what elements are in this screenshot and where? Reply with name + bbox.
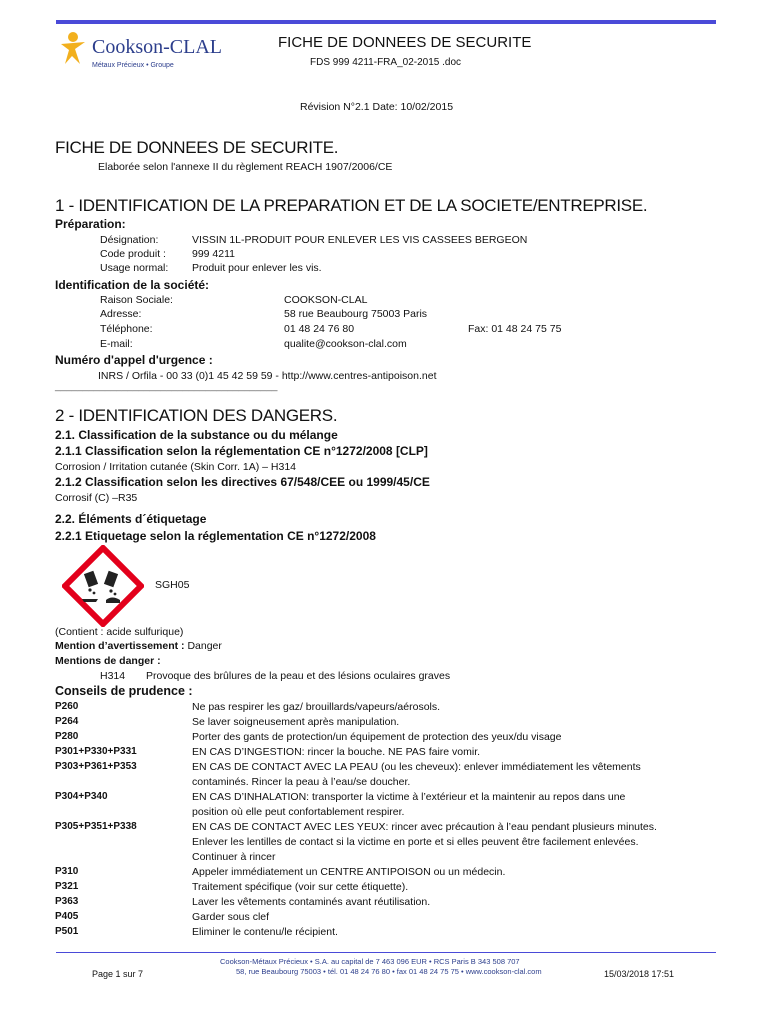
company-logo — [58, 30, 238, 74]
footer-rule — [56, 952, 716, 953]
p-code: P363 — [55, 896, 79, 907]
print-datetime: 15/03/2018 17:51 — [604, 969, 675, 979]
contient-text: (Contient : acide sulfurique) — [55, 626, 184, 638]
p-statement-text: Garder sous clef — [192, 911, 270, 923]
logo-name: Cookson-CLAL — [92, 36, 222, 58]
email-value[interactable]: qualite@cookson-clal.com — [284, 338, 407, 350]
adresse-value: 58 rue Beaubourg 75003 Paris — [284, 308, 428, 320]
logo-figure-icon — [58, 30, 88, 66]
heading-2-1-1: 2.1.1 Classification selon la réglementation CE n°1272/2008 [CLP] — [55, 444, 428, 458]
main-title: FICHE DE DONNEES DE SECURITE. — [55, 138, 339, 157]
p-code: P301+P330+P331 — [55, 746, 137, 757]
p-statement-text: Enlever les lentilles de contact si la victime en porte et si elles peuvent être facilement enlevées. — [192, 836, 639, 848]
p-code: P264 — [55, 716, 79, 727]
heading-2-2-1: 2.2.1 Etiquetage selon la réglementation CE n°1272/2008 — [55, 529, 376, 543]
preparation-heading: Préparation: — [55, 217, 126, 231]
ghs05-corrosion-icon — [62, 545, 144, 627]
raison-label: Raison Sociale: — [100, 294, 173, 306]
heading-2-1-2: 2.1.2 Classification selon les directives 67/548/CEE ou 1999/45/CE — [55, 475, 430, 489]
mention-value: Danger — [187, 640, 222, 652]
pictogram-label: SGH05 — [155, 579, 190, 591]
footer-company-line: Cookson-Métaux Précieux • S.A. au capital de 7 463 096 EUR • RCS Paris B 343 508 707 — [220, 957, 520, 966]
conseils-heading: Conseils de prudence : — [55, 684, 193, 698]
raison-value: COOKSON-CLAL — [284, 294, 368, 306]
usage-label: Usage normal: — [100, 262, 169, 274]
p-code: P305+P351+P338 — [55, 821, 137, 832]
p-code: P303+P361+P353 — [55, 761, 137, 772]
heading-2-2: 2.2. Éléments d´étiquetage — [55, 512, 207, 526]
heading-2-1: 2.1. Classification de la substance ou du mélange — [55, 428, 338, 442]
company-heading: Identification de la société: — [55, 278, 210, 292]
section1-title: 1 - IDENTIFICATION DE LA PREPARATION ET DE LA SOCIETE/ENTREPRISE. — [55, 196, 648, 215]
p-statement-text: Se laver soigneusement après manipulation. — [192, 716, 400, 728]
p-statement-text: EN CAS D’INGESTION: rincer la bouche. NE PAS faire vomir. — [192, 746, 481, 758]
p-statement-text: Ne pas respirer les gaz/ brouillards/vapeurs/aérosols. — [192, 701, 441, 713]
p-statement-text: Continuer à rincer — [192, 851, 276, 863]
email-label: E-mail: — [100, 338, 133, 350]
p-code: P260 — [55, 701, 79, 712]
designation-value: VISSIN 1L-PRODUIT POUR ENLEVER LES VIS CASSEES BERGEON — [192, 234, 528, 246]
footer-address-line: 58, rue Beaubourg 75003 • tél. 01 48 24 76 80 • fax 01 48 24 75 75 • www.cookson-clal.com — [236, 967, 542, 976]
p-statement-text: contaminés. Rincer la peau à l’eau/se doucher. — [192, 776, 411, 788]
code-value: 999 4211 — [192, 248, 236, 260]
logo-tagline: Métaux Précieux • Groupe — [92, 62, 174, 69]
p-code: P304+P340 — [55, 791, 108, 802]
mention-label: Mention d’avertissement : — [55, 640, 185, 652]
p-code: P501 — [55, 926, 79, 937]
p-statement-text: position où elle peut confortablement respirer. — [192, 806, 405, 818]
designation-label: Désignation: — [100, 234, 159, 246]
usage-value: Produit pour enlever les vis. — [192, 262, 322, 274]
document-title: FICHE DE DONNEES DE SECURITE — [278, 34, 532, 51]
telephone-label: Téléphone: — [100, 323, 153, 335]
telephone-value: 01 48 24 76 80 — [284, 323, 355, 335]
mention-avertissement — [55, 640, 222, 652]
directive-classification: Corrosif (C) –R35 — [55, 492, 138, 504]
document-reference: FDS 999 4211-FRA_02-2015 .doc — [310, 57, 462, 68]
code-label: Code produit : — [100, 248, 166, 260]
urgence-value: INRS / Orfila - 00 33 (0)1 45 42 59 59 - http://www.centres-antipoison.net — [98, 370, 437, 382]
adresse-label: Adresse: — [100, 308, 142, 320]
header-rule — [56, 20, 716, 24]
p-statement-text: Eliminer le contenu/le récipient. — [192, 926, 338, 938]
mentions-danger-heading: Mentions de danger : — [55, 655, 161, 667]
p-code: P280 — [55, 731, 79, 742]
reach-subtitle: Elaborée selon l'annexe II du règlement REACH 1907/2006/CE — [98, 161, 393, 173]
revision-line: Révision N°2.1 Date: 10/02/2015 — [300, 101, 454, 113]
p-code: P405 — [55, 911, 79, 922]
p-code: P310 — [55, 866, 79, 877]
p-statement-text: EN CAS DE CONTACT AVEC LES YEUX: rincer avec précaution à l’eau pendant plusieurs minutes. — [192, 821, 657, 833]
p-statement-text: EN CAS DE CONTACT AVEC LA PEAU (ou les cheveux): enlever immédiatement les vêtements — [192, 761, 641, 773]
p-statement-text: EN CAS D’INHALATION: transporter la victime à l’extérieur et la maintenir au repos dans une — [192, 791, 626, 803]
p-code: P321 — [55, 881, 79, 892]
section2-title: 2 - IDENTIFICATION DES DANGERS. — [55, 406, 338, 425]
p-statement-text: Laver les vêtements contaminés avant réutilisation. — [192, 896, 431, 908]
urgence-heading: Numéro d'appel d'urgence : — [55, 353, 213, 367]
fax-value: Fax: 01 48 24 75 75 — [468, 323, 562, 335]
p-statement-text: Appeler immédiatement un CENTRE ANTIPOISON ou un médecin. — [192, 866, 506, 878]
h314-text: Provoque des brûlures de la peau et des lésions oculaires graves — [146, 670, 451, 682]
separator-rule: ________________________________________ — [55, 381, 278, 392]
clp-classification: Corrosion / Irritation cutanée (Skin Corr. 1A) – H314 — [55, 461, 297, 473]
p-statement-text: Porter des gants de protection/un équipement de protection des yeux/du visage — [192, 731, 562, 743]
p-statement-text: Traitement spécifique (voir sur cette étiquette). — [192, 881, 409, 893]
page-number: Page 1 sur 7 — [92, 969, 144, 979]
h314-code: H314 — [100, 670, 126, 682]
